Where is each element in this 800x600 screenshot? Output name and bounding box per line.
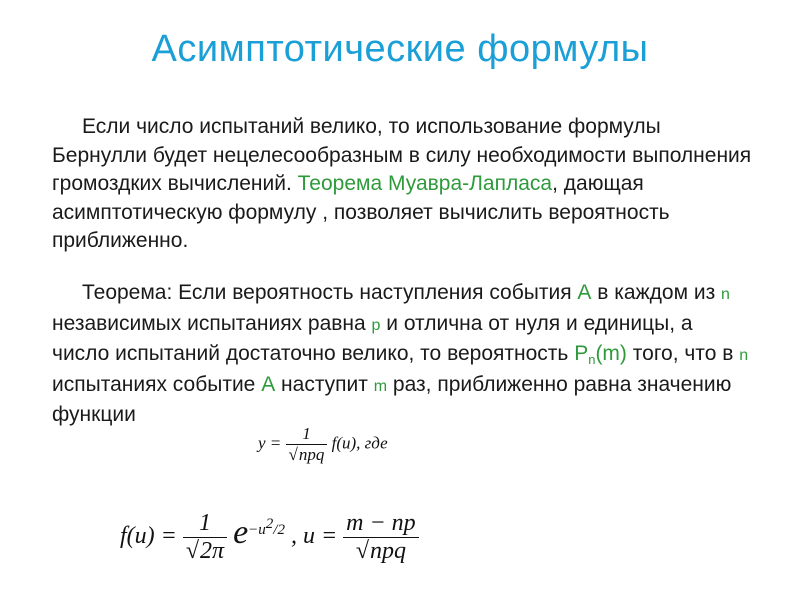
theorem-text-1: Теорема: Если вероятность наступления события bbox=[82, 281, 578, 304]
slide-title: Асимптотические формулы bbox=[151, 28, 649, 70]
formula-f-lhs: f(u) = bbox=[120, 523, 177, 550]
exponent-div: /2 bbox=[273, 522, 285, 539]
formula-y-numerator: 1 bbox=[302, 424, 311, 443]
intro-text-b: , дающая асимптотическую формулу , позволяет вычислить вероятность приближенно. bbox=[52, 172, 670, 252]
event-a-1: А bbox=[577, 281, 592, 304]
var-m: m bbox=[373, 377, 388, 395]
formula-y-radicand: npq bbox=[298, 445, 325, 464]
theorem-text-8: раз, приближенно равна значению функции bbox=[52, 372, 732, 426]
formula-f-exponent bbox=[248, 516, 285, 539]
prob-p bbox=[574, 342, 627, 365]
theorem-text-2: в каждом из bbox=[591, 281, 722, 304]
formula-y-rhs: f(u), где bbox=[331, 433, 388, 453]
prob-p-arg: (m) bbox=[595, 342, 627, 365]
prob-p-sub: n bbox=[588, 352, 596, 367]
formula-f-numerator: 1 bbox=[198, 510, 211, 536]
var-p: р bbox=[371, 316, 381, 334]
formula-y-denominator bbox=[286, 444, 328, 465]
formula-f-denominator bbox=[183, 537, 227, 565]
formula-u-lhs: , u = bbox=[290, 523, 338, 550]
exponent-power: 2 bbox=[265, 516, 274, 533]
theorem-text-6: испытаниях событие bbox=[52, 372, 262, 396]
theorem-text-7: наступит bbox=[275, 372, 374, 396]
sqrt-icon: √ bbox=[185, 538, 200, 564]
paragraph-intro bbox=[52, 113, 752, 256]
formula-f-fraction bbox=[183, 510, 227, 565]
formula-y-fraction bbox=[286, 424, 328, 465]
intro-text-a: Если число испытаний велико, то использование формулы Бернулли будет нецелесообразным в силу необходимости выполнения громоздких вычислений. bbox=[52, 115, 752, 195]
theorem-text-5: того, что в bbox=[626, 342, 740, 365]
theorem-text-3: независимых испытаниях равна bbox=[52, 311, 372, 335]
formula-f bbox=[120, 510, 419, 565]
formula-y bbox=[258, 424, 388, 465]
formula-f-radicand: 2π bbox=[200, 538, 225, 564]
theorem-text-4: и отлична от нуля и единицы, а число испытаний достаточно велико, то вероятность bbox=[52, 311, 693, 365]
sqrt-icon: √ bbox=[288, 445, 298, 464]
prob-p-letter: P bbox=[574, 342, 589, 365]
formula-u-denominator bbox=[343, 537, 419, 565]
formula-y-lhs: y = bbox=[258, 433, 282, 453]
theorem-name: Теорема Муавра-Лапласа bbox=[297, 172, 553, 195]
sqrt-icon: √ bbox=[355, 538, 369, 564]
var-n-1: n bbox=[721, 286, 730, 303]
formula-u-radicand: npq bbox=[370, 538, 406, 564]
formula-u-fraction bbox=[343, 510, 419, 565]
formula-f-exp-base: e bbox=[233, 514, 249, 552]
exponent-u: −u bbox=[248, 522, 266, 539]
formula-u-numerator: m − np bbox=[346, 510, 416, 536]
paragraph-theorem bbox=[52, 279, 752, 430]
event-a-2: А bbox=[261, 372, 276, 396]
var-n-2: n bbox=[739, 347, 749, 364]
